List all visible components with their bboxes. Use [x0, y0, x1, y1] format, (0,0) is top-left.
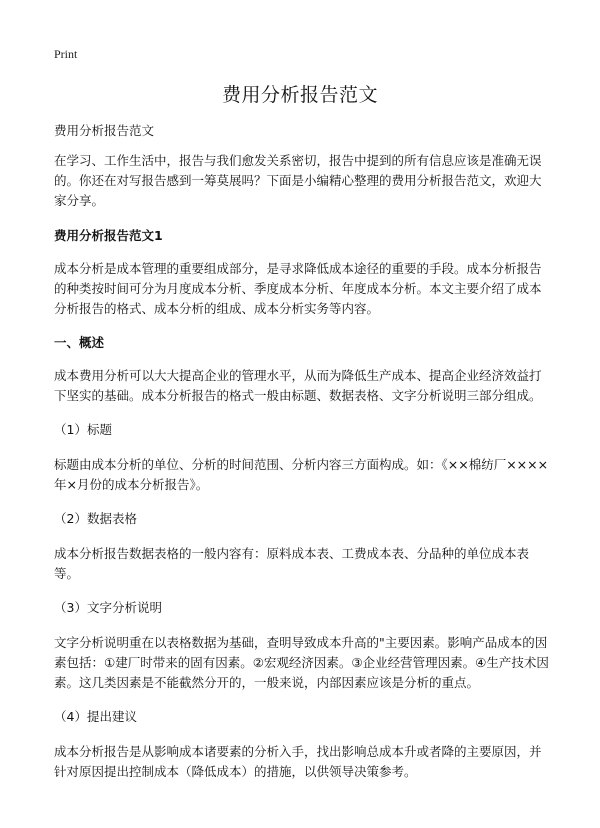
overview-heading: 一、概述 [54, 335, 105, 350]
item-label: （3）文字分析说明 [54, 600, 162, 615]
overview-paragraph: 成本费用分析可以大大提高企业的管理水平，从而为降低生产成本、提高企业经济效益打下坚实的基础。成本分析报告的格式一般由标题、数据表格、文字分析说明三部分组成。 [54, 368, 542, 403]
item-paragraph: 文字分析说明重在以表格数据为基础，查明导致成本升高的"主要因素。影响产品成本的因素包括：①建厂时带来的固有因素。②宏观经济因素。③企业经营管理因素。④生产技术因素。这几类因素是不能截然分开的，一般来说，内部因素应该是分析的重点。 [54, 635, 549, 690]
section-heading: 费用分析报告范文1 [54, 228, 163, 243]
item-paragraph: 成本分析报告数据表格的一般内容有：原料成本表、工费成本表、分品种的单位成本表等。 [54, 546, 530, 581]
document-subtitle: 费用分析报告范文 [54, 123, 155, 138]
print-link[interactable]: Print [54, 47, 78, 61]
item-label: （4）提出建议 [54, 709, 137, 724]
item-label: （1）标题 [54, 422, 112, 437]
section-paragraph: 成本分析是成本管理的重要组成部分，是寻求降低成本途径的重要的手段。成本分析报告的种类按时间可分为月度成本分析、季度成本分析、年度成本分析。本文主要介绍了成本分析报告的格式、成本分析的组成、成本分析实务等内容。 [54, 261, 542, 316]
page-title: 费用分析报告范文 [221, 84, 378, 106]
intro-paragraph: 在学习、工作生活中，报告与我们愈发关系密切，报告中提到的所有信息应该是准确无误的。你还在对写报告感到一筹莫展吗？下面是小编精心整理的费用分析报告范文，欢迎大家分享。 [54, 153, 542, 208]
item-paragraph: 成本分析报告是从影响成本诸要素的分析入手，找出影响总成本升或者降的主要原因，并针对原因提出控制成本（降低成本）的措施，以供领导决策参考。 [54, 744, 542, 779]
item-paragraph: 标题由成本分析的单位、分析的时间范围、分析内容三方面构成。如：《××棉纺厂××××年×月份的成本分析报告》。 [54, 457, 549, 492]
document-body [54, 121, 552, 796]
item-label: （2）数据表格 [54, 511, 137, 526]
